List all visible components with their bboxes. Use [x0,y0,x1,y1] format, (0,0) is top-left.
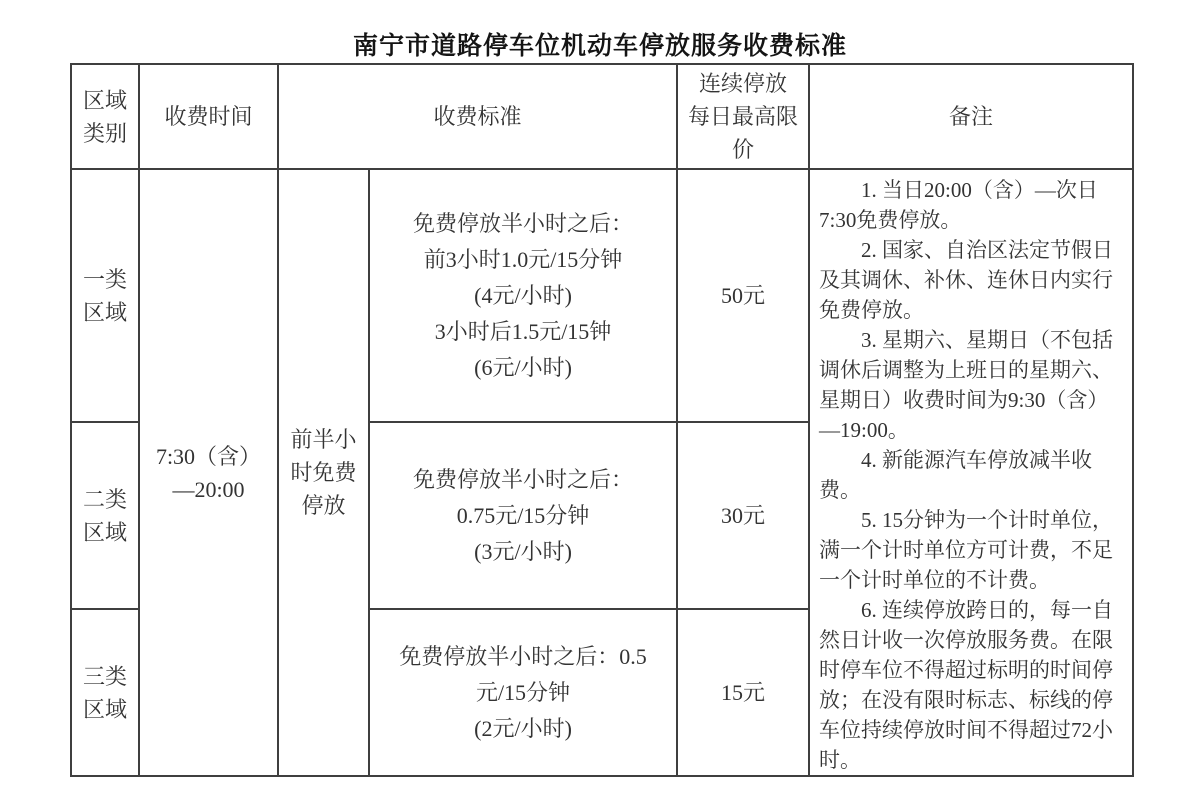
zone-1-row [71,169,1133,422]
header-daily-cap-line: 价 [732,137,755,162]
header-charge-standard: 收费标准 [278,64,677,169]
header-remarks: 备注 [809,64,1133,169]
page-title: 南宁市道路停车位机动车停放服务收费标准 [352,32,847,60]
free-half-hour-line: 时免费 [290,460,357,485]
free-half-hour-cell [278,169,369,776]
zone-2-standard [369,422,677,609]
zone-2-label-line: 区域 [82,519,127,545]
remarks-cell [809,169,1133,776]
remark-item-5: 5. 15分钟为一个计时单位，满一个计时单位方可计费，不足一个计时单位的不计费。 [819,508,1114,592]
remark-item-1: 1. 当日20:00（含）—次日7:30免费停放。 [819,178,1098,232]
zone-3-label-line: 区域 [82,696,127,722]
zone-1-label-line: 一类 [82,266,127,292]
header-region-line: 区域 [82,87,127,113]
zone-2-label [71,422,139,609]
zone-3-daily-cap: 15元 [677,609,809,776]
remark-item-3: 3. 星期六、星期日（不包括调休后调整为上班日的星期六、星期日）收费时间为9:30（含）—19:00。 [819,328,1114,442]
zone-3-standard-line: (2元/小时) [474,715,572,741]
charge-time-line: —20:00 [172,476,245,502]
charge-time-line: 7:30（含） [155,443,262,469]
zone-1-label [71,169,139,422]
zone-2-standard-line: (3元/小时) [474,538,572,564]
zone-1-standard-line: 3小时后1.5元/15钟 [434,318,612,344]
remark-item-6: 6. 连续停放跨日的，每一自然日计收一次停放服务费。在限时停车位不得超过标明的时间停放；在没有限时标志、标线的停车位持续停放时间不得超过72小时。 [819,598,1114,772]
zone-3-label-line: 三类 [82,663,127,689]
zone-1-standard-line: 前3小时1.0元/15分钟 [423,246,623,272]
header-region-category [71,64,139,169]
zone-1-label-line: 区域 [82,299,127,325]
header-daily-cap [677,64,809,169]
zone-1-daily-cap: 50元 [677,169,809,422]
zone-2-daily-cap: 30元 [677,422,809,609]
header-region-line: 类别 [82,120,127,146]
header-daily-cap-line: 连续停放 [699,71,788,96]
zone-2-standard-line: 免费停放半小时之后： [413,466,634,492]
header-row [71,64,1133,169]
zone-1-standard-line: (6元/小时) [474,354,572,380]
zone-3-standard-line: 元/15分钟 [475,679,571,705]
zone-3-standard [369,609,677,776]
zone-3-standard-line: 免费停放半小时之后：0.5 [399,643,647,669]
free-half-hour-line: 停放 [301,493,346,518]
charge-time-value [139,169,278,776]
header-charge-time: 收费时间 [139,64,278,169]
remark-item-2: 2. 国家、自治区法定节假日及其调休、补休、连休日内实行免费停放。 [819,238,1114,322]
remark-item-4: 4. 新能源汽车停放减半收费。 [819,448,1093,502]
zone-3-label [71,609,139,776]
zone-1-standard-line: (4元/小时) [474,282,572,308]
zone-2-standard-line: 0.75元/15分钟 [456,502,590,528]
parking-fee-table [70,63,1134,777]
zone-1-standard-line: 免费停放半小时之后： [413,210,634,236]
header-daily-cap-line: 每日最高限 [688,104,799,129]
free-half-hour-line: 前半小 [290,427,357,452]
zone-1-standard [369,169,677,422]
zone-2-label-line: 二类 [82,486,127,512]
